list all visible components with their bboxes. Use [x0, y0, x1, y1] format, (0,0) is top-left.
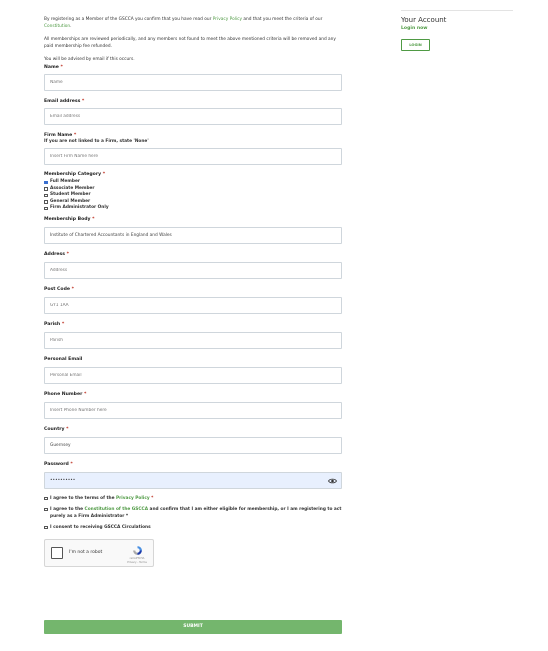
category-option-label: General Member [50, 198, 91, 204]
login-button[interactable]: LOGIN [401, 39, 430, 51]
phone-label [44, 392, 342, 398]
radio[interactable] [44, 187, 48, 191]
consent-text: I consent to receiving GSCCA Circulations [50, 524, 151, 530]
phone-label-text: Phone Number [44, 391, 83, 397]
radio[interactable] [44, 194, 48, 198]
personal-email-label: Personal Email [44, 356, 83, 362]
consent-checkbox[interactable] [44, 524, 342, 531]
recaptcha-links[interactable]: Privacy - Terms [127, 560, 147, 564]
parish-label [44, 322, 342, 328]
category-label [44, 172, 342, 178]
constitution-link[interactable]: Constitution [44, 24, 71, 29]
recaptcha-label: I'm not a robot [69, 549, 103, 555]
firm-hint: If you are not linked to a Firm, state 'None' [44, 139, 149, 144]
agree-privacy-text [50, 495, 153, 502]
checkbox[interactable] [44, 508, 48, 512]
eye-icon[interactable] [328, 477, 337, 485]
membership-body-label [44, 217, 342, 223]
required-mark: * [66, 426, 69, 432]
required-mark: * [149, 495, 154, 501]
email-input[interactable] [44, 108, 342, 125]
agree-text: and confirm that I am either eligible for membership, or I am registering to act purely as a Firm Administrator * [50, 506, 342, 519]
required-mark: * [61, 321, 65, 327]
required-mark: * [83, 391, 87, 397]
agree-constitution-text [50, 506, 342, 520]
agree-text: I agree to the [50, 506, 85, 512]
radio-selected[interactable] [44, 181, 48, 185]
postcode-label-text: Post Code [44, 286, 70, 292]
account-sidebar [401, 10, 513, 51]
intro-paragraph-3: You will be advised by email if this occurs. [44, 57, 135, 62]
login-now-link[interactable]: Login now [401, 26, 428, 31]
postcode-input[interactable] [44, 297, 342, 314]
radio[interactable] [44, 207, 48, 211]
agree-text: I agree to the terms of the [50, 495, 116, 501]
intro-paragraph-1 [44, 16, 342, 30]
required-mark: * [73, 133, 77, 138]
recaptcha-widget [44, 539, 154, 567]
address-label [44, 252, 342, 258]
category-option-label: Firm Administrator Only [50, 205, 109, 211]
required-mark: * [70, 461, 73, 467]
registration-form [44, 16, 342, 567]
password-label-text: Password [44, 461, 69, 467]
parish-input[interactable] [44, 332, 342, 349]
membership-body-label-text: Membership Body [44, 216, 91, 222]
postcode-label [44, 287, 342, 293]
category-option-firm-admin[interactable] [44, 205, 342, 212]
membership-body-select[interactable]: Institute of Chartered Accountants in England and Wales [44, 227, 342, 244]
password-label [44, 462, 342, 468]
intro-text: By registering as a Member of the GSCCA you confirm that you have read our [44, 17, 213, 22]
name-label-text: Name [44, 65, 59, 70]
recaptcha-brand: reCAPTCHA [129, 556, 145, 560]
sidebar-title: Your Account [401, 16, 447, 24]
country-label-text: Country [44, 426, 65, 432]
sidebar-divider [401, 10, 513, 11]
firm-label-text: Firm Name [44, 133, 73, 138]
checkbox[interactable] [44, 497, 48, 501]
agree-privacy-checkbox[interactable] [44, 495, 342, 502]
category-option-label: Student Member [50, 192, 91, 198]
address-label-text: Address [44, 251, 65, 257]
category-option-label: Full Member [50, 179, 80, 184]
intro-text: and that you meet the criteria of our [242, 17, 323, 22]
recaptcha-logo-icon [132, 545, 143, 556]
personal-email-input[interactable] [44, 367, 342, 384]
radio[interactable] [44, 200, 48, 204]
required-mark: * [92, 216, 95, 222]
agree-privacy-link[interactable]: Privacy Policy [116, 495, 150, 501]
address-input[interactable] [44, 262, 342, 279]
email-label [44, 99, 342, 105]
phone-input[interactable] [44, 402, 342, 419]
password-value: •••••••••• [50, 477, 76, 483]
intro-paragraph-2: All memberships are reviewed periodically, and any members not found to meet the above mentioned criteria will be removed and any paid membership fee refunded. [44, 37, 336, 49]
required-mark: * [71, 286, 74, 292]
submit-button[interactable]: SUBMIT [44, 620, 342, 634]
country-label [44, 427, 342, 433]
name-input[interactable] [44, 74, 342, 91]
required-mark: * [81, 99, 85, 104]
country-select[interactable]: Guernsey [44, 437, 342, 454]
email-label-text: Email address [44, 99, 81, 104]
agree-constitution-checkbox[interactable] [44, 506, 342, 520]
required-mark: * [66, 251, 69, 257]
agree-constitution-link[interactable]: Constitution of the GSCCA [84, 506, 149, 512]
category-option-student[interactable] [44, 192, 342, 199]
category-label-text: Membership Category [44, 172, 102, 177]
category-options [44, 179, 342, 212]
parish-label-text: Parish [44, 321, 61, 327]
intro-text: . [70, 24, 72, 29]
required-mark: * [60, 65, 63, 70]
recaptcha-checkbox[interactable] [51, 547, 63, 559]
name-label [44, 65, 342, 71]
required-mark: * [102, 172, 106, 177]
checkbox[interactable] [44, 526, 48, 530]
firm-input[interactable] [44, 148, 342, 165]
privacy-policy-link[interactable]: Privacy Policy [212, 17, 243, 22]
category-option-label: Associate Member [50, 185, 95, 191]
category-option-full[interactable] [44, 179, 342, 186]
password-input[interactable] [44, 472, 342, 489]
